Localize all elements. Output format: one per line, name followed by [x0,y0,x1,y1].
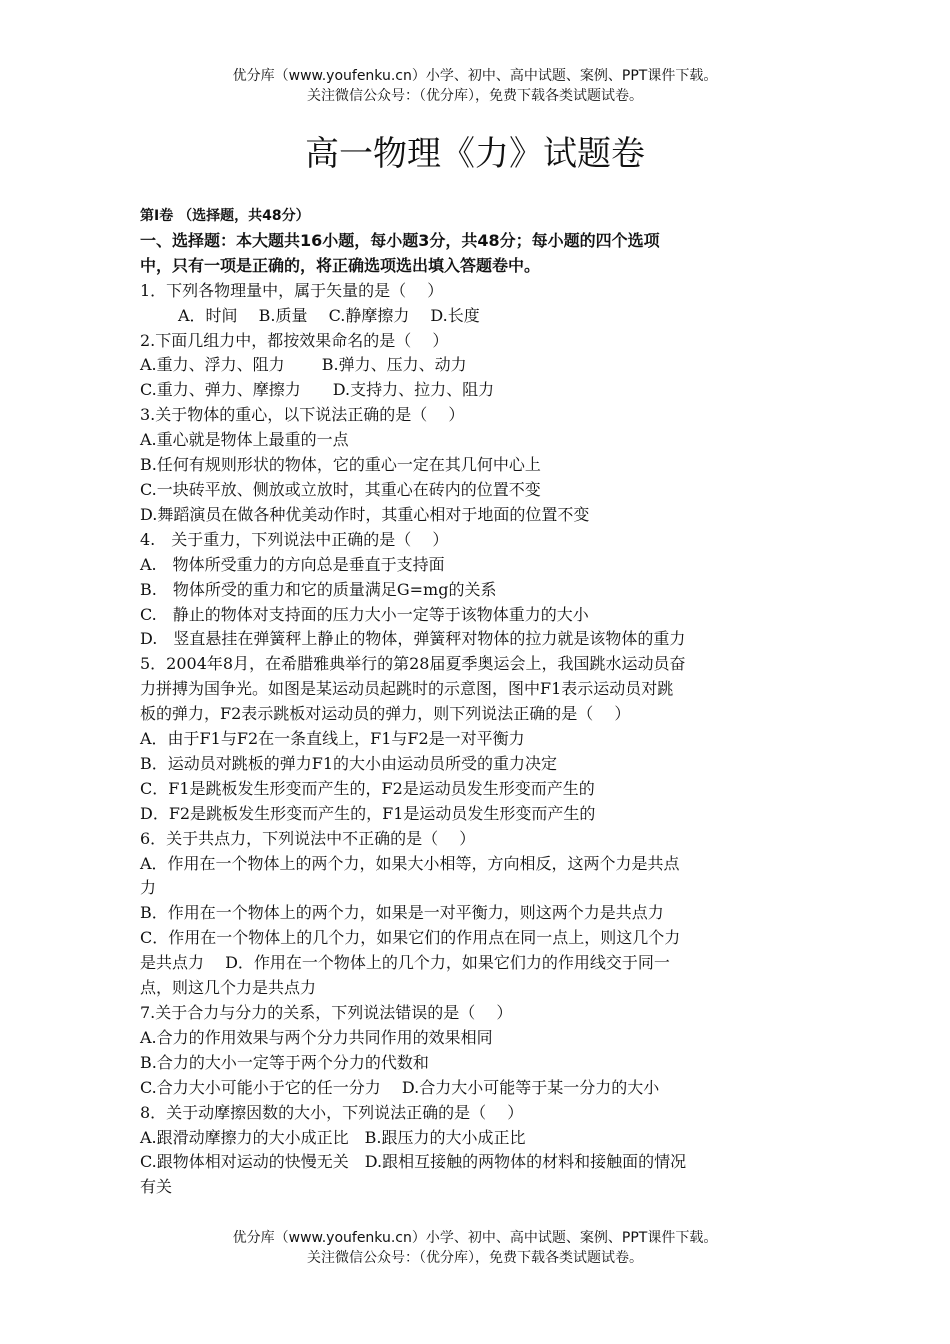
page-footer [0,1228,950,1268]
question-3-stem: 3.关于物体的重心，以下说法正确的是（ ） [140,405,465,425]
question-1-options: A．时间 B.质量 C.静摩擦力 D.长度 [178,305,480,325]
question-7-option-b: B.合力的大小一定等于两个分力的代数和 [140,1052,429,1072]
question-2-stem: 2.下面几组力中，都按效果命名的是（ ） [140,330,449,350]
question-4-option-a: A. 物体所受重力的方向总是垂直于支持面 [140,554,445,574]
page-title: 高一物理《力》试题卷 [305,134,645,174]
question-4-option-b: B. 物体所受的重力和它的质量满足G=mg的关系 [140,579,497,599]
question-2-options-cd: C.重力、弹力、摩擦力 D.支持力、拉力、阻力 [140,380,495,400]
question-8-option-ab: A.跟滑动摩擦力的大小成正比 B.跟压力的大小成正比 [140,1127,526,1147]
footer-line-1: 优分库（www.youfenku.cn）小学、初中、高中试题、案例、PPT课件下载。 [232,1230,718,1246]
question-3-option-d: D.舞蹈演员在做各种优美动作时，其重心相对于地面的位置不变 [140,504,590,524]
question-5-option-a: A．由于F1与F2在一条直线上，F1与F2是一对平衡力 [140,729,525,749]
question-5-stem: 板的弹力，F2表示跳板对运动员的弹力，则下列说法正确的是（ ） [140,704,631,724]
question-6-option-cd: C．作用在一个物体上的几个力，如果它们的作用点在同一点上，则这几个力 [140,928,681,948]
question-5-option-d: D．F2是跳板发生形变而产生的，F1是运动员发生形变而产生的 [140,803,596,823]
page-header [0,66,950,106]
instruction-line: 中，只有一项是正确的，将正确选项选出填入答题卷中。 [140,255,541,275]
question-3-option-c: C.一块砖平放、侧放或立放时，其重心在砖内的位置不变 [140,479,541,499]
question-4-option-d: D. 竖直悬挂在弹簧秤上静止的物体，弹簧秤对物体的拉力就是该物体的重力 [140,629,686,649]
question-6-stem: 6．关于共点力，下列说法中不正确的是（ ） [140,828,476,848]
question-7-option-a: A.合力的作用效果与两个分力共同作用的效果相同 [140,1027,493,1047]
question-1-stem: 1．下列各物理量中，属于矢量的是（ ） [140,280,444,300]
footer-line-2: 关注微信公众号：（优分库），免费下载各类试题试卷。 [307,1250,643,1266]
volume-heading: 第Ⅰ卷 （选择题，共48分） [140,208,310,224]
header-line-2: 关注微信公众号：（优分库），免费下载各类试题试卷。 [307,88,643,104]
question-8-option-cd: 有关 [140,1177,173,1197]
question-2-options-ab: A.重力、浮力、阻力 B.弹力、压力、动力 [140,355,467,375]
instruction-line: 一、选择题：本大题共16小题，每小题3分，共48分；每小题的四个选项 [140,230,660,250]
question-3-option-a: A.重心就是物体上最重的一点 [140,430,349,450]
question-6-option-cd: 点，则这几个力是共点力 [140,978,317,998]
question-5-option-b: B．运动员对跳板的弹力F1的大小由运动员所受的重力决定 [140,753,558,773]
question-5-stem: 5．2004年8月，在希腊雅典举行的第28届夏季奥运会上，我国跳水运动员奋 [140,654,686,674]
question-6-option-b: B．作用在一个物体上的两个力，如果是一对平衡力，则这两个力是共点力 [140,903,664,923]
question-5-stem: 力拼搏为国争光。如图是某运动员起跳时的示意图，图中F1表示运动员对跳 [140,679,674,699]
question-7-stem: 7.关于合力与分力的关系，下列说法错误的是（ ） [140,1003,513,1022]
question-8-stem: 8．关于动摩擦因数的大小，下列说法正确的是（ ） [140,1102,524,1122]
question-7-option-cd: C.合力大小可能小于它的任一分力 D.合力大小可能等于某一分力的大小 [140,1077,660,1097]
question-8-option-cd: C.跟物体相对运动的快慢无关 D.跟相互接触的两物体的材料和接触面的情况 [140,1152,687,1172]
header-line-1: 优分库（www.youfenku.cn）小学、初中、高中试题、案例、PPT课件下载。 [232,68,718,84]
question-4-stem: 4. 关于重力，下列说法中正确的是（ ） [140,529,449,549]
question-6-option-a: A．作用在一个物体上的两个力，如果大小相等，方向相反，这两个力是共点 [140,853,680,873]
question-6-option-cd: 是共点力 D．作用在一个物体上的几个力，如果它们力的作用线交于同一 [140,953,670,973]
question-4-option-c: C. 静止的物体对支持面的压力大小一定等于该物体重力的大小 [140,604,589,624]
question-6-option-a: 力 [140,878,157,898]
question-3-option-b: B.任何有规则形状的物体，它的重心一定在其几何中心上 [140,455,541,475]
question-body [140,204,800,1200]
question-5-option-c: C．F1是跳板发生形变而产生的，F2是运动员发生形变而产生的 [140,778,595,798]
